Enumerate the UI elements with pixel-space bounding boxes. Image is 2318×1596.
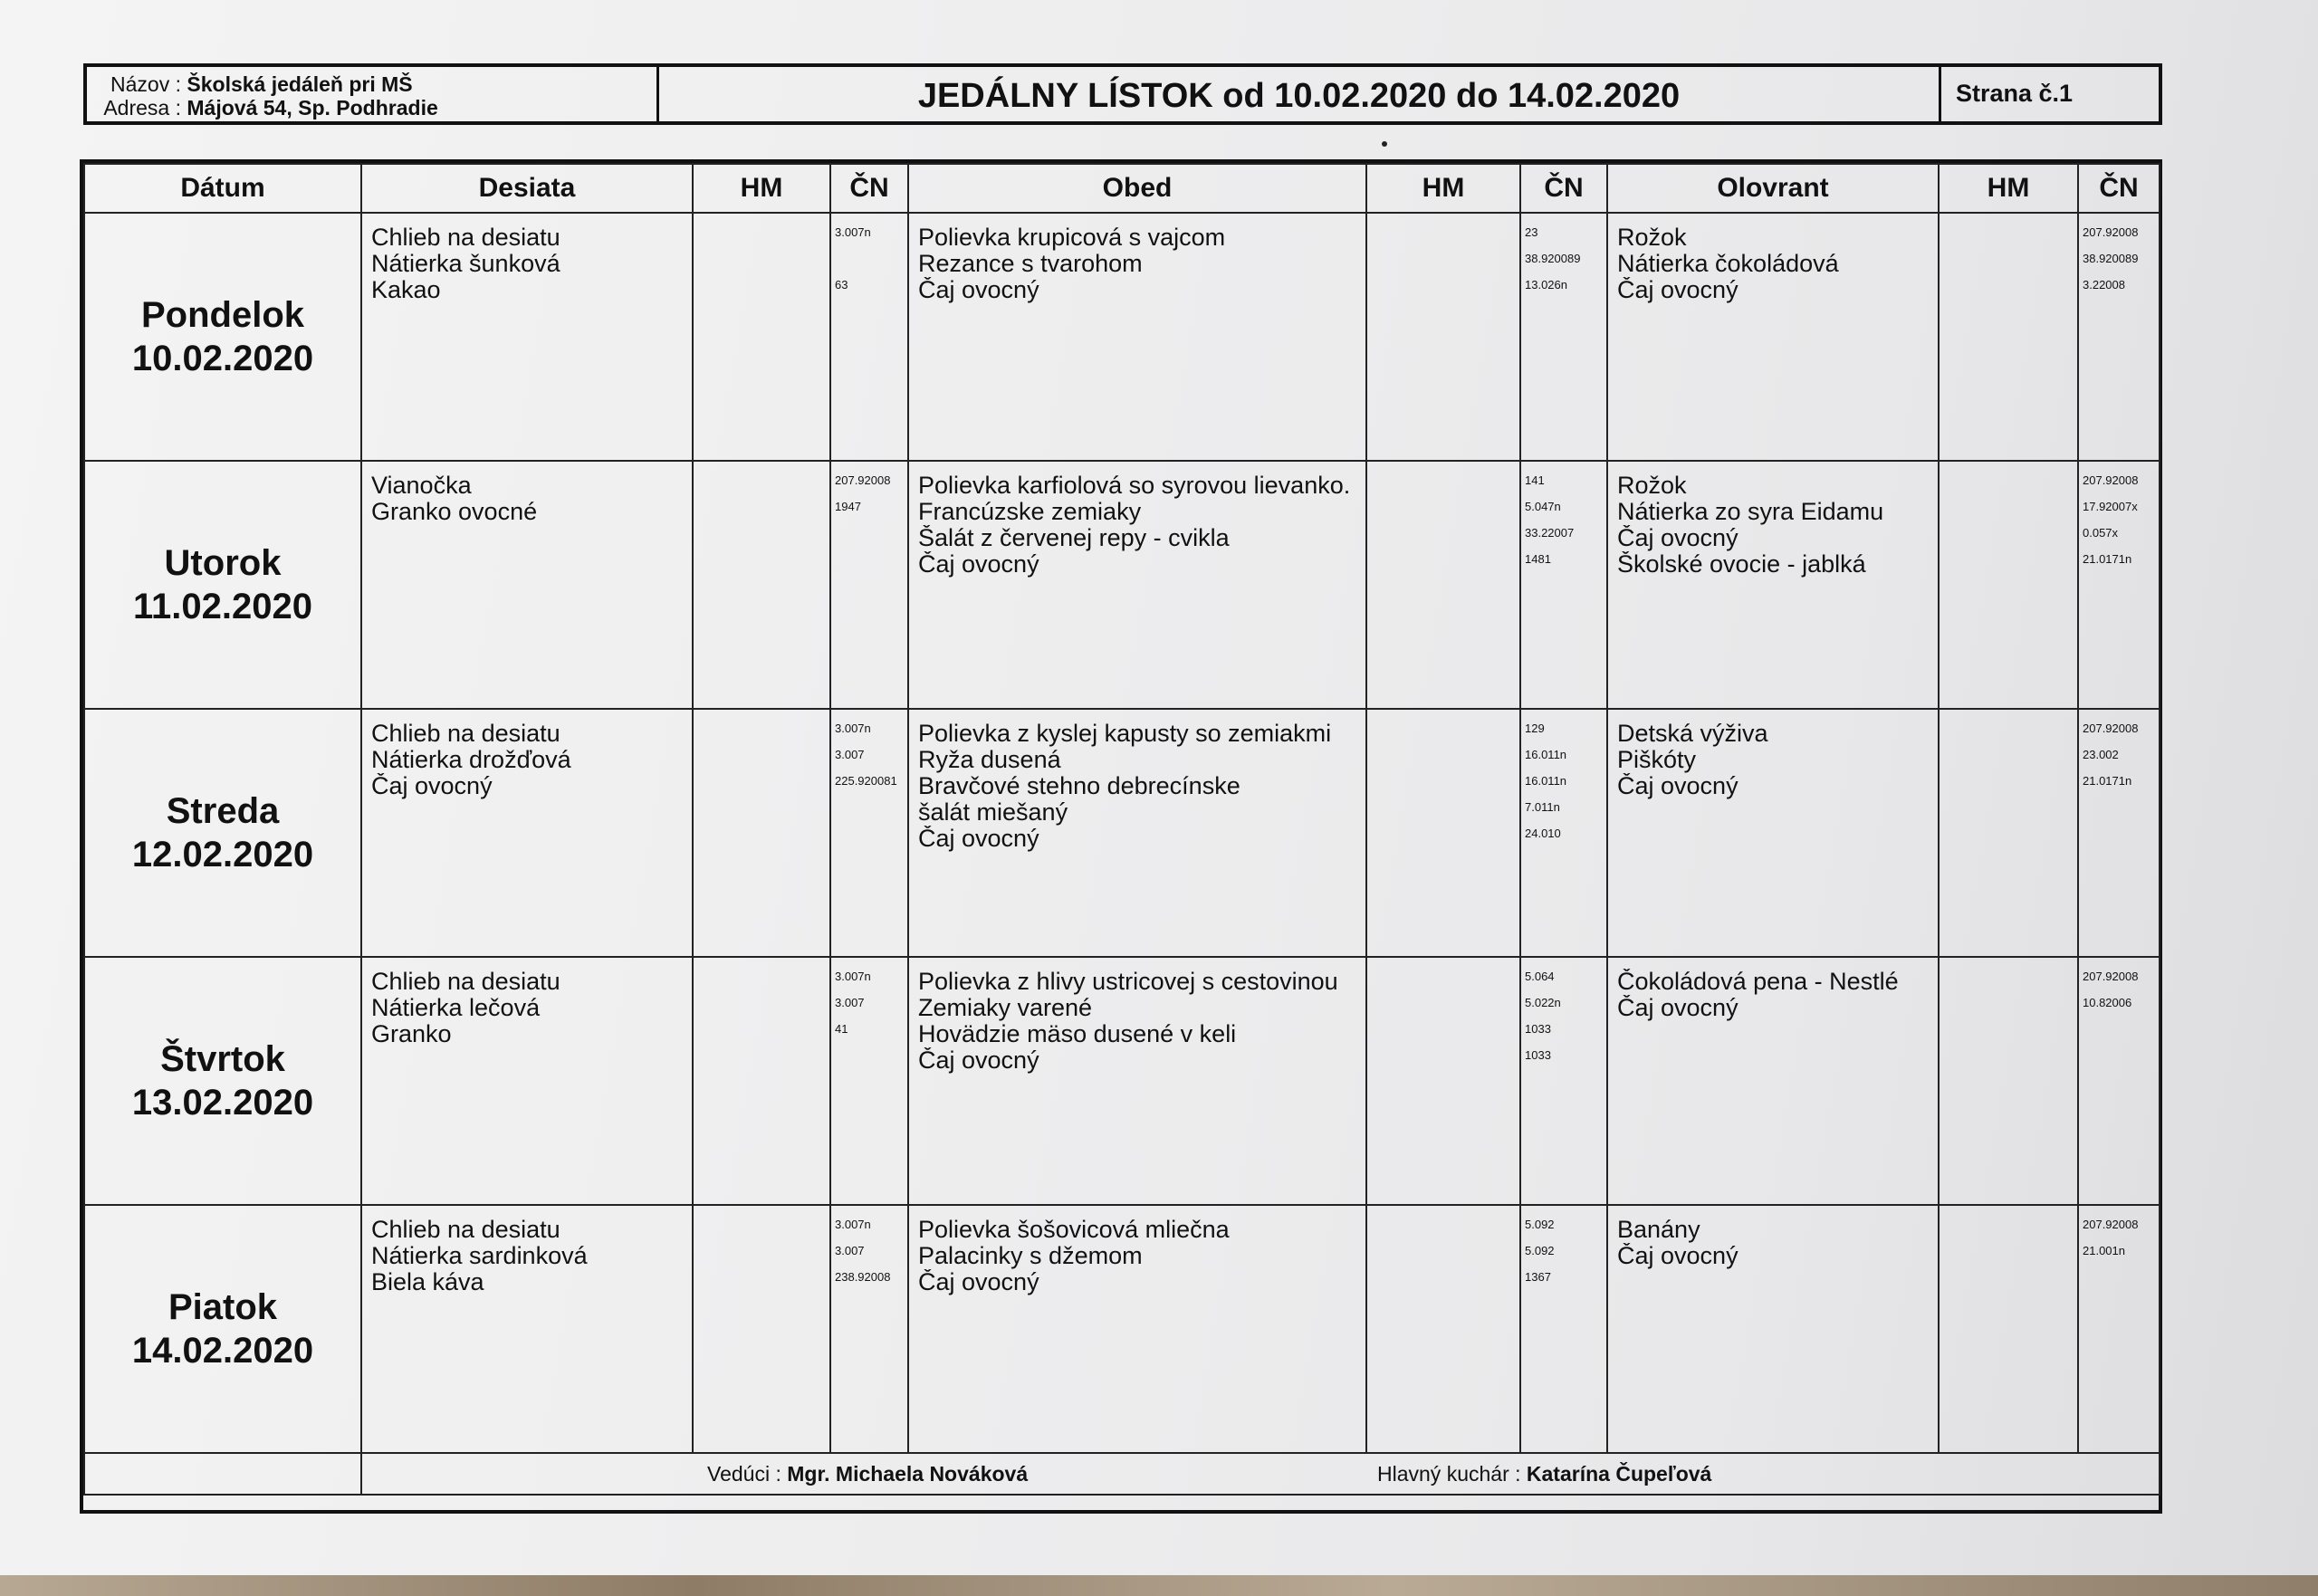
head-label: Vedúci : — [707, 1462, 781, 1486]
snack-cn-cell — [830, 1205, 908, 1453]
menu-item: Čaj ovocný — [918, 1269, 1039, 1295]
cn-value: 23 — [1525, 225, 1538, 239]
menu-item: Čaj ovocný — [1617, 995, 1738, 1021]
day-name: Streda — [166, 791, 280, 831]
afternoon-hm-cell — [1939, 957, 2078, 1205]
menu-item: Čaj ovocný — [1617, 277, 1738, 303]
menu-item: Piškóty — [1617, 747, 1697, 773]
menu-item: Banány — [1617, 1217, 1700, 1243]
cn-value: 3.007n — [835, 970, 871, 983]
day-date: 11.02.2020 — [133, 587, 312, 626]
lunch-cell — [908, 213, 1366, 461]
lunch-hm-cell — [1366, 461, 1520, 709]
cn-value: 207.92008 — [2083, 1218, 2139, 1231]
menu-item: Nátierka drožďová — [371, 747, 571, 773]
col-cn-lunch: ČN — [1520, 164, 1607, 213]
snack-cn-cell — [830, 213, 908, 461]
day-date-cell — [84, 709, 361, 957]
cn-value: 3.007n — [835, 225, 871, 239]
day-name: Utorok — [164, 543, 282, 583]
menu-item: Nátierka zo syra Eidamu — [1617, 499, 1884, 525]
col-cn-snack: ČN — [830, 164, 908, 213]
menu-table — [80, 159, 2162, 1514]
cn-value: 238.92008 — [835, 1270, 891, 1284]
head-signature — [707, 1455, 1377, 1493]
menu-item: Vianočka — [371, 473, 472, 499]
col-hm-afternoon: HM — [1939, 164, 2078, 213]
canteen-address-row — [98, 96, 656, 119]
afternoon-cn-cell — [2078, 213, 2160, 461]
name-value: Školská jedáleň pri MŠ — [187, 72, 413, 96]
afternoon-hm-cell — [1939, 709, 2078, 957]
page-number: Strana č.1 — [1956, 80, 2074, 107]
snack-hm-cell — [693, 957, 830, 1205]
col-afternoon: Olovrant — [1607, 164, 1939, 213]
col-cn-afternoon: ČN — [2078, 164, 2160, 213]
cn-value: 207.92008 — [2083, 970, 2139, 983]
menu-item: Francúzske zemiaky — [918, 499, 1142, 525]
menu-item: Polievka šošovicová mliečna — [918, 1217, 1230, 1243]
cn-value: 3.007n — [835, 722, 871, 735]
cn-value: 3.007 — [835, 996, 865, 1009]
cn-value: 3.007 — [835, 748, 865, 761]
cn-value: 10.82006 — [2083, 996, 2132, 1009]
snack-cell — [361, 1205, 693, 1453]
day-row — [84, 213, 2160, 461]
day-date-cell — [84, 1205, 361, 1453]
menu-item: Čaj ovocný — [918, 277, 1039, 303]
menu-item: Chlieb na desiatu — [371, 969, 560, 995]
footer-signatures — [361, 1453, 2160, 1495]
menu-header — [83, 63, 2162, 125]
afternoon-cn-cell — [2078, 957, 2160, 1205]
cn-value: 17.92007x — [2083, 500, 2138, 513]
day-date: 13.02.2020 — [131, 1083, 314, 1123]
col-lunch: Obed — [908, 164, 1366, 213]
background-floor — [0, 1575, 2318, 1596]
cn-value: 13.026n — [1525, 278, 1567, 291]
day-row — [84, 1205, 2160, 1453]
cn-value: 23.002 — [2083, 748, 2119, 761]
day-name: Štvrtok — [160, 1039, 285, 1079]
day-date: 12.02.2020 — [131, 835, 314, 874]
day-row — [84, 461, 2160, 709]
cn-value: 7.011n — [1525, 800, 1560, 814]
menu-item: Palacinky s džemom — [918, 1243, 1143, 1269]
cn-value: 16.011n — [1525, 748, 1567, 761]
cn-value: 1947 — [835, 500, 861, 513]
cn-value: 225.920081 — [835, 774, 897, 788]
menu-item: Čokoládová pena - Nestlé — [1617, 969, 1899, 995]
cn-value: 207.92008 — [2083, 722, 2139, 735]
cn-value: 63 — [835, 278, 848, 291]
menu-item: Chlieb na desiatu — [371, 1217, 560, 1243]
snack-hm-cell — [693, 1205, 830, 1453]
cn-value: 1481 — [1525, 552, 1551, 566]
cn-value: 16.011n — [1525, 774, 1567, 788]
afternoon-hm-cell — [1939, 213, 2078, 461]
canteen-info — [87, 67, 659, 121]
menu-item: Polievka krupicová s vajcom — [918, 225, 1226, 251]
col-date: Dátum — [84, 164, 361, 213]
menu-item: Polievka karfiolová so syrovou lievanko. — [918, 473, 1351, 499]
menu-item: Bravčové stehno debrecínske — [918, 773, 1240, 799]
lunch-cn-cell — [1520, 213, 1607, 461]
menu-item: Čaj ovocný — [918, 826, 1039, 852]
cn-value: 41 — [835, 1022, 848, 1036]
menu-item: Chlieb na desiatu — [371, 721, 560, 747]
menu-item: Šalát z červenej repy - cvikla — [918, 525, 1230, 551]
day-name: Piatok — [168, 1287, 278, 1327]
cn-value: 1367 — [1525, 1270, 1551, 1284]
menu-item: Čaj ovocný — [371, 773, 493, 799]
menu-item: Čaj ovocný — [918, 1047, 1039, 1074]
day-date: 14.02.2020 — [131, 1331, 314, 1371]
cn-value: 3.22008 — [2083, 278, 2125, 291]
cn-value: 21.001n — [2083, 1244, 2125, 1257]
menu-item: Granko — [371, 1021, 452, 1047]
cn-value — [835, 245, 905, 272]
day-name: Pondelok — [140, 295, 305, 335]
col-hm-lunch: HM — [1366, 164, 1520, 213]
lunch-cell — [908, 461, 1366, 709]
snack-cell — [361, 709, 693, 957]
menu-item: Čaj ovocný — [1617, 525, 1738, 551]
address-label: Adresa : — [103, 96, 181, 119]
cn-value: 33.22007 — [1525, 526, 1575, 540]
cook-signature — [1377, 1455, 1711, 1493]
canteen-name-row — [98, 72, 656, 96]
snack-hm-cell — [693, 213, 830, 461]
menu-item: Kakao — [371, 277, 441, 303]
cn-value: 5.047n — [1525, 500, 1561, 513]
menu-item: Hovädzie mäso dusené v keli — [918, 1021, 1237, 1047]
snack-cell — [361, 461, 693, 709]
day-date-cell — [84, 213, 361, 461]
day-date-cell — [84, 957, 361, 1205]
snack-cell — [361, 213, 693, 461]
cn-value: 207.92008 — [2083, 473, 2139, 487]
menu-item: Rožok — [1617, 473, 1687, 499]
footer-blank-cell — [84, 1453, 361, 1495]
page-title: JEDÁLNY LÍSTOK od 10.02.2020 do 14.02.2020 — [659, 67, 1941, 121]
cn-value: 38.920089 — [1525, 252, 1581, 265]
day-row — [84, 957, 2160, 1205]
lunch-hm-cell — [1366, 213, 1520, 461]
cn-value: 141 — [1525, 473, 1545, 487]
menu-item: Rezance s tvarohom — [918, 251, 1143, 277]
lunch-hm-cell — [1366, 709, 1520, 957]
cn-value: 207.92008 — [835, 473, 891, 487]
cn-value: 207.92008 — [2083, 225, 2139, 239]
day-row — [84, 709, 2160, 957]
cn-value: 24.010 — [1525, 827, 1561, 840]
menu-item: Čaj ovocný — [1617, 773, 1738, 799]
lunch-hm-cell — [1366, 957, 1520, 1205]
snack-hm-cell — [693, 461, 830, 709]
cn-value: 3.007n — [835, 1218, 871, 1231]
cn-value: 129 — [1525, 722, 1545, 735]
menu-item: Nátierka šunková — [371, 251, 560, 277]
menu-item: Čaj ovocný — [918, 551, 1039, 578]
afternoon-cell — [1607, 1205, 1939, 1453]
cn-value: 38.920089 — [2083, 252, 2139, 265]
signature-row — [84, 1453, 2160, 1495]
day-date: 10.02.2020 — [131, 339, 314, 378]
cn-value: 0.057x — [2083, 526, 2119, 540]
menu-item: Nátierka lečová — [371, 995, 541, 1021]
cook-label: Hlavný kuchár : — [1377, 1462, 1521, 1486]
cn-value: 5.092 — [1525, 1218, 1555, 1231]
menu-item: Zemiaky varené — [918, 995, 1093, 1021]
menu-item: Detská výživa — [1617, 721, 1768, 747]
ink-dot — [1382, 141, 1387, 147]
menu-item: šalát miešaný — [918, 799, 1068, 826]
afternoon-hm-cell — [1939, 1205, 2078, 1453]
afternoon-cn-cell — [2078, 1205, 2160, 1453]
afternoon-hm-cell — [1939, 461, 2078, 709]
afternoon-cell — [1607, 957, 1939, 1205]
snack-hm-cell — [693, 709, 830, 957]
menu-item: Nátierka čokoládová — [1617, 251, 1839, 277]
menu-item: Biela káva — [371, 1269, 484, 1295]
lunch-cell — [908, 1205, 1366, 1453]
cn-value: 21.0171n — [2083, 552, 2132, 566]
menu-item: Granko ovocné — [371, 499, 538, 525]
menu-item: Čaj ovocný — [1617, 1243, 1738, 1269]
table-header-row — [84, 164, 2160, 213]
afternoon-cell — [1607, 213, 1939, 461]
menu-item: Ryža dusená — [918, 747, 1061, 773]
lunch-cn-cell — [1520, 1205, 1607, 1453]
snack-cn-cell — [830, 957, 908, 1205]
menu-item: Polievka z hlivy ustricovej s cestovinou — [918, 969, 1338, 995]
name-label: Názov : — [110, 72, 181, 96]
col-hm-snack: HM — [693, 164, 830, 213]
cn-value: 5.022n — [1525, 996, 1561, 1009]
afternoon-cn-cell — [2078, 709, 2160, 957]
menu-item: Chlieb na desiatu — [371, 225, 560, 251]
snack-cn-cell — [830, 709, 908, 957]
lunch-cn-cell — [1520, 957, 1607, 1205]
afternoon-cn-cell — [2078, 461, 2160, 709]
cn-value: 5.092 — [1525, 1244, 1555, 1257]
lunch-cn-cell — [1520, 461, 1607, 709]
address-value: Májová 54, Sp. Podhradie — [187, 96, 438, 119]
menu-item: Nátierka sardinková — [371, 1243, 588, 1269]
cn-value: 1033 — [1525, 1022, 1551, 1036]
lunch-hm-cell — [1366, 1205, 1520, 1453]
lunch-cell — [908, 709, 1366, 957]
snack-cell — [361, 957, 693, 1205]
afternoon-cell — [1607, 709, 1939, 957]
cn-value: 5.064 — [1525, 970, 1555, 983]
day-date-cell — [84, 461, 361, 709]
lunch-cell — [908, 957, 1366, 1205]
cn-value: 3.007 — [835, 1244, 865, 1257]
lunch-cn-cell — [1520, 709, 1607, 957]
col-snack: Desiata — [361, 164, 693, 213]
cn-value: 1033 — [1525, 1048, 1551, 1062]
afternoon-cell — [1607, 461, 1939, 709]
snack-cn-cell — [830, 461, 908, 709]
cook-name: Katarína Čupeľová — [1526, 1462, 1712, 1486]
head-name: Mgr. Michaela Nováková — [787, 1462, 1029, 1486]
menu-item: Školské ovocie - jablká — [1617, 551, 1866, 578]
menu-item: Polievka z kyslej kapusty so zemiakmi — [918, 721, 1332, 747]
menu-item: Rožok — [1617, 225, 1687, 251]
cn-value: 21.0171n — [2083, 774, 2132, 788]
